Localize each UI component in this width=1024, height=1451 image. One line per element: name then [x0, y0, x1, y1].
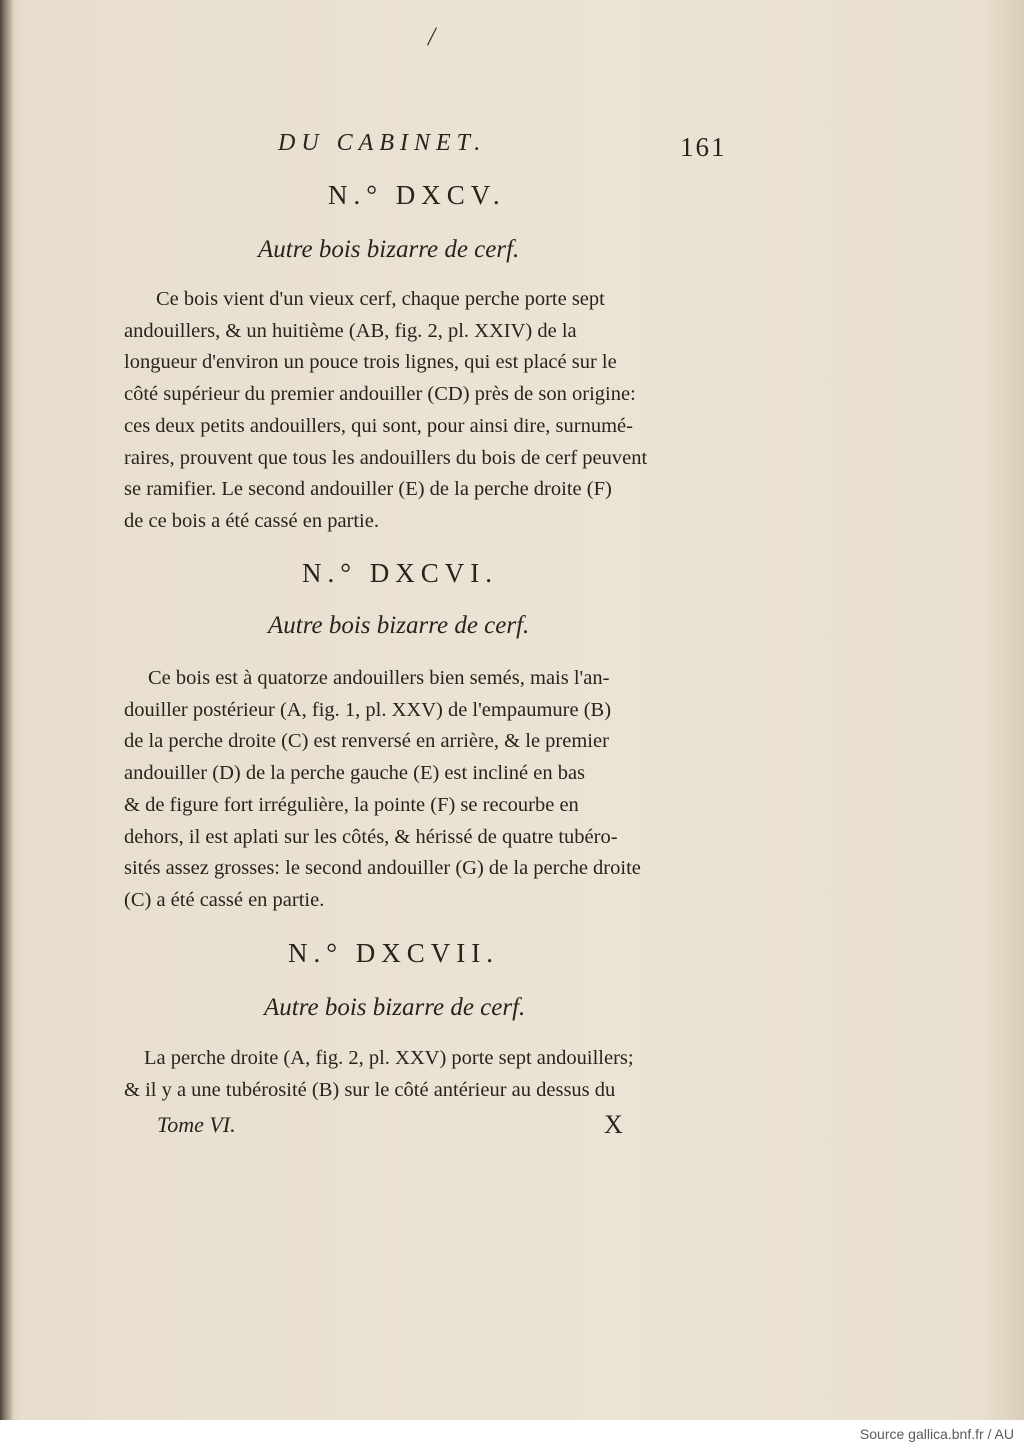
paragraph-dxcvi: [124, 663, 724, 917]
volume-signature: Tome VI.: [157, 1112, 236, 1137]
section-number-dxcv: N.° DXCV.: [328, 180, 506, 210]
paragraph-line: Ce bois est à quatorze andouillers bien semés, mais l'an-: [148, 667, 610, 689]
section-subtitle-dxcvii: Autre bois bizarre de cerf.: [264, 994, 526, 1021]
paragraph-line: longueur d'environ un pouce trois lignes, qui est placé sur le: [124, 351, 617, 374]
paragraph-line: Ce bois vient d'un vieux cerf, chaque perche porte sept: [156, 288, 605, 310]
running-head: DU CABINET.: [278, 130, 487, 156]
paragraph-line: douiller postérieur (A, fig. 1, pl. XXV) de l'empaumure (B): [124, 698, 612, 721]
paragraph-line: se ramifier. Le second andouiller (E) de la perche droite (F): [124, 478, 612, 501]
source-credit: Source gallica.bnf.fr / AU: [859, 1426, 1014, 1442]
paragraph-line: raires, prouvent que tous les andouillers du bois de cerf peuvent: [124, 446, 648, 469]
margin-mark: /: [428, 22, 436, 51]
paragraph-line: La perche droite (A, fig. 2, pl. XXV) porte sept andouillers;: [144, 1047, 634, 1069]
section-subtitle-dxcvi: Autre bois bizarre de cerf.: [268, 612, 530, 639]
paragraph-line: andouiller (D) de la perche gauche (E) est incliné en bas: [124, 762, 586, 785]
paragraph-line: & de figure fort irrégulière, la pointe (F) se recourbe en: [124, 793, 579, 816]
paragraph-line: sités assez grosses: le second andouiller (G) de la perche droite: [124, 857, 641, 880]
paragraph-line: côté supérieur du premier andouiller (CD) près de son origine:: [124, 383, 636, 406]
section-number-dxcvi: N.° DXCVI.: [302, 558, 499, 588]
paragraph-line: dehors, il est aplati sur les côtés, & hérissé de quatre tubéro-: [124, 825, 618, 848]
paragraph-line: de la perche droite (C) est renversé en arrière, & le premier: [124, 730, 609, 753]
section-subtitle-dxcv: Autre bois bizarre de cerf.: [258, 236, 520, 263]
paragraph-dxcvii: [124, 1043, 724, 1106]
section-number-dxcvii: N.° DXCVII.: [288, 938, 500, 968]
paragraph-line: (C) a été cassé en partie.: [124, 888, 325, 911]
gathering-signature: X: [604, 1110, 623, 1139]
paragraph-line: ces deux petits andouillers, qui sont, pour ainsi dire, surnumé-: [124, 414, 633, 437]
page-number: 161: [680, 132, 727, 162]
paragraph-dxcv: [124, 284, 724, 538]
paragraph-line: andouillers, & un huitième (AB, fig. 2, pl. XXIV) de la: [124, 319, 577, 342]
paragraph-line: & il y a une tubérosité (B) sur le côté antérieur au dessus du: [124, 1078, 616, 1101]
paragraph-line: de ce bois a été cassé en partie.: [124, 509, 379, 532]
